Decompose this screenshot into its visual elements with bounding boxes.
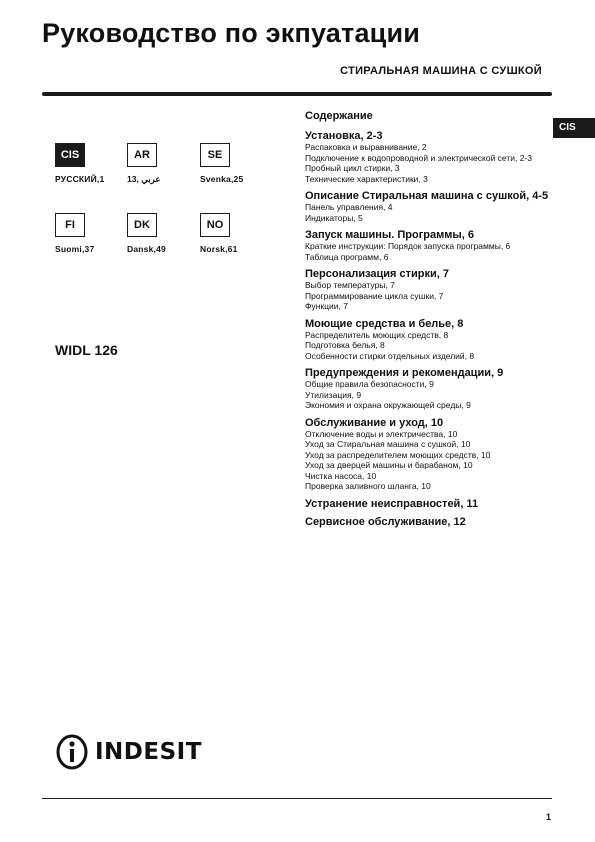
toc-item[interactable]: Особенности стирки отдельных изделий, 8 bbox=[305, 350, 475, 361]
page-number: 1 bbox=[545, 812, 551, 822]
toc-item[interactable]: Пробный цикл стирки, 3 bbox=[305, 163, 400, 173]
toc-item[interactable]: Распределитель моющих средств, 8 bbox=[305, 329, 449, 340]
toc-section bbox=[305, 417, 555, 492]
language-label-se[interactable]: Svenka,25 bbox=[200, 174, 244, 184]
toc-item[interactable]: Общие правила безопасности, 9 bbox=[305, 379, 434, 389]
toc-section bbox=[305, 498, 555, 510]
toc-section-heading[interactable]: Сервисное обслуживание, 12 bbox=[305, 515, 466, 528]
language-code-se[interactable]: SE bbox=[200, 143, 230, 167]
toc-header: Содержание bbox=[305, 110, 373, 122]
toc-item[interactable]: Выбор температуры, 7 bbox=[305, 280, 395, 290]
toc-section-heading[interactable]: Устранение неисправностей, 11 bbox=[305, 497, 479, 510]
language-label-ar[interactable]: عربي ,13 bbox=[127, 174, 161, 184]
toc-item[interactable]: Проверка заливного шланга, 10 bbox=[305, 481, 431, 491]
toc-item[interactable]: Панель управления, 4 bbox=[305, 202, 393, 212]
toc-item[interactable]: Уход за распределителем моющих средств, 10 bbox=[305, 449, 491, 460]
toc-section bbox=[305, 516, 555, 528]
page-subtitle: СТИРАЛЬНАЯ МАШИНА С СУШКОЙ bbox=[340, 65, 542, 77]
toc-item[interactable]: Таблица программ, 6 bbox=[305, 251, 389, 262]
toc-sections bbox=[305, 130, 555, 528]
footer-divider bbox=[42, 798, 552, 799]
header-divider bbox=[42, 92, 552, 96]
toc-section-heading[interactable]: Запуск машины. Программы, 6 bbox=[305, 229, 475, 241]
toc-item[interactable]: Функции, 7 bbox=[305, 301, 348, 311]
table-of-contents bbox=[305, 110, 555, 534]
toc-item[interactable]: Уход за дверцей машины и барабаном, 10 bbox=[305, 460, 473, 470]
language-label-fi[interactable]: Suomi,37 bbox=[55, 244, 95, 254]
language-label-cis[interactable]: РУССКИЙ,1 bbox=[55, 174, 105, 184]
model-name: WIDL 126 bbox=[55, 342, 118, 358]
brand-logo bbox=[55, 733, 202, 771]
toc-item[interactable]: Утилизация, 9 bbox=[305, 389, 362, 400]
indesit-logo-icon bbox=[55, 733, 89, 771]
toc-item[interactable]: Программирование цикла сушки, 7 bbox=[305, 290, 444, 301]
toc-section bbox=[305, 367, 555, 411]
language-label-no[interactable]: Norsk,61 bbox=[200, 244, 238, 254]
toc-item[interactable]: Подготовка белья, 8 bbox=[305, 340, 385, 350]
toc-section bbox=[305, 229, 555, 262]
toc-item[interactable]: Технические характеристики, 3 bbox=[305, 173, 428, 184]
toc-item[interactable]: Экономия и охрана окружающей среды, 9 bbox=[305, 400, 471, 410]
page-title: Руководство по экпуатации bbox=[42, 18, 421, 48]
toc-section bbox=[305, 318, 555, 362]
toc-section bbox=[305, 268, 555, 312]
toc-item[interactable]: Краткие инструкции: Порядок запуска программы, 6 bbox=[305, 241, 511, 251]
language-code-dk[interactable]: DK bbox=[127, 213, 157, 237]
language-code-cis[interactable]: CIS bbox=[55, 143, 85, 167]
toc-item[interactable]: Распаковка и выравнивание, 2 bbox=[305, 142, 427, 152]
toc-item[interactable]: Отключение воды и электричества, 10 bbox=[305, 428, 458, 439]
toc-section-heading[interactable]: Обслуживание и уход, 10 bbox=[305, 416, 444, 429]
toc-section-heading[interactable]: Персонализация стирки, 7 bbox=[305, 268, 450, 280]
toc-item[interactable]: Чистка насоса, 10 bbox=[305, 470, 377, 481]
toc-section-heading[interactable]: Предупреждения и рекомендации, 9 bbox=[305, 367, 504, 379]
toc-section bbox=[305, 190, 555, 223]
language-code-fi[interactable]: FI bbox=[55, 213, 85, 237]
toc-section-heading[interactable]: Установка, 2-3 bbox=[305, 130, 383, 142]
language-label-dk[interactable]: Dansk,49 bbox=[127, 244, 166, 254]
toc-section-heading[interactable]: Моющие средства и белье, 8 bbox=[305, 317, 464, 330]
language-code-no[interactable]: NO bbox=[200, 213, 230, 237]
toc-section-heading[interactable]: Описание Стиральная машина с сушкой, 4-5 bbox=[305, 190, 549, 202]
language-side-tab: CIS bbox=[553, 118, 595, 138]
toc-item[interactable]: Подключение к водопроводной и электрической сети, 2-3 bbox=[305, 152, 533, 163]
toc-section bbox=[305, 130, 555, 184]
toc-item[interactable]: Индикаторы, 5 bbox=[305, 212, 363, 223]
brand-logo-text: INDESIT bbox=[95, 739, 202, 765]
language-code-ar[interactable]: AR bbox=[127, 143, 157, 167]
toc-item[interactable]: Уход за Стиральная машина с сушкой, 10 bbox=[305, 439, 471, 449]
